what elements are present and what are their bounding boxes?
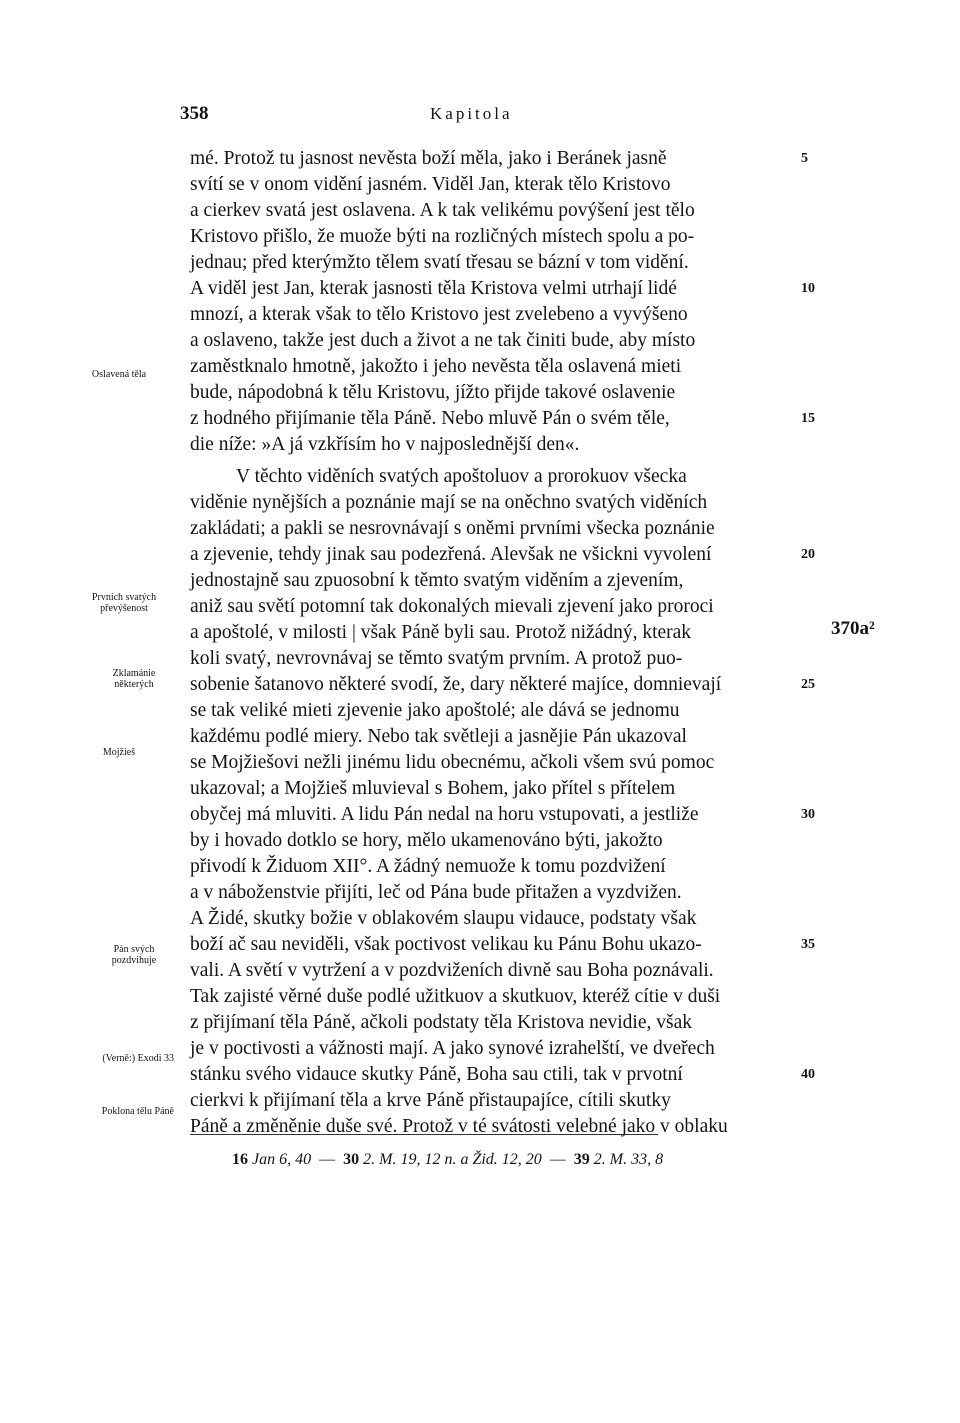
margin-note: Poklona tělu Páně [101, 1106, 174, 1117]
text-line: se tak veliké mieti zjevenie jako apoštolé; ale dává se jednomu [190, 700, 680, 721]
apparatus-line-ref: 16 [232, 1151, 248, 1168]
text-line: a zjevenie, tehdy jinak sau podezřená. Alevšak ne všickni vyvolení [190, 544, 712, 565]
line-number: 10 [801, 281, 815, 296]
text-line: V těchto viděních svatých apoštoluov a prorokuov všecka [236, 466, 687, 487]
apparatus-line-ref: 30 [343, 1151, 360, 1168]
apparatus-line-ref: 39 [573, 1151, 590, 1168]
margin-note: Prvních svatých převýšenost [91, 592, 157, 614]
running-head: Kapitola [430, 104, 513, 123]
apparatus-citation: 2. M. 33, 8 [593, 1151, 664, 1168]
line-number: 5 [801, 151, 808, 166]
text-line: obyčej má mluviti. A lidu Pán nedal na horu vstupovati, a jestliže [190, 804, 699, 825]
text-line: a apoštolé, v milosti | však Páně byli sau. Protož nižádný, kterak [190, 622, 692, 643]
line-number: 35 [801, 937, 815, 952]
text-line: aniž sau světí potomní tak dokonalých mievali zjevení jako proroci [190, 596, 714, 617]
page-number: 358 [180, 103, 209, 124]
margin-note: Zklamánie některých [112, 668, 156, 690]
text-line: z hodného přijímanie těla Páně. Nebo mluvě Pán o svém těle, [190, 408, 670, 429]
footnote-rule [190, 1134, 658, 1135]
text-line: mnozí, a kterak však to tělo Kristovo jest zvelebeno a vyvýšeno [190, 304, 688, 325]
text-line: Kristovo přišlo, že muože býti na rozličných místech spolu a po- [190, 226, 695, 247]
text-line: viděnie nynějších a poznánie mají se na oněchno svatých viděních [190, 492, 708, 513]
text-line: mé. Protož tu jasnost nevěsta boží měla, jako i Beránek jasně [190, 148, 667, 169]
text-line: je v poctivosti a vážnosti mají. A jako synové izrahelští, ve dveřech [190, 1038, 715, 1059]
apparatus-citation: Jan 6, 40 [252, 1151, 312, 1168]
text-line: jednau; před kterýmžto tělem svatí třesau se bázní v tom vidění. [190, 252, 689, 273]
text-line: ukazoval; a Mojžieš mluvieval s Bohem, jako přítel s přítelem [190, 778, 676, 799]
line-number: 20 [801, 547, 815, 562]
apparatus: 16 Jan 6, 40 — 30 2. M. 19, 12 n. a Žid. 12, 20 — 39 2. M. 33, 8 [232, 1151, 664, 1168]
text-line: A viděl jest Jan, kterak jasnosti těla Kristova velmi utrhají lidé [190, 278, 677, 299]
line-number: 15 [801, 411, 815, 426]
text-line: Tak zajisté věrné duše podlé užitkuov a skutkuov, kteréž cítie v duši [190, 986, 721, 1007]
line-number: 40 [801, 1067, 815, 1082]
text-line: koli svatý, nevrovnávaj se těmto svatým prvním. A protož puo- [190, 648, 683, 669]
text-line: by i hovado dotklo se hory, mělo ukamenováno býti, jakožto [190, 830, 663, 851]
text-line: se Mojžiešovi nežli jinému lidu obecnému, ačkoli všem svú pomoc [190, 752, 715, 773]
apparatus-citation: 2. M. 19, 12 n. a Žid. 12, 20 [363, 1151, 542, 1168]
text-line: boží ač sau neviděli, však poctivost velikau ku Pánu Bohu ukazo- [190, 934, 702, 955]
text-line: a oslaveno, takže jest duch a život a ne tak činiti bude, aby místo [190, 330, 696, 351]
text-line: cierkvi k přijímaní těla a krve Páně přistaupajíce, cítili skutky [190, 1090, 671, 1111]
text-line: sobenie šatanovo některé svodí, že, dary některé majíce, domnievají [190, 674, 722, 695]
margin-note: Oslavená těla [91, 369, 147, 380]
text-line: A Židé, skutky božie v oblakovém slaupu vidauce, podstaty však [190, 908, 697, 929]
text-line: bude, nápodobná k tělu Kristovu, jížto přijde takové oslavenie [190, 382, 676, 403]
text-line: a v náboženstvie přijíti, leč od Pána bude přitažen a vyzdvižen. [190, 882, 682, 903]
text-line: zaměstknalo hmotně, jakožto i jeho nevěsta těla oslavená mieti [190, 356, 682, 377]
text-line: jednostajně sau zpuosobní k těmto svatým viděním a zjevením, [190, 570, 684, 591]
text-line: přivodí k Židuom XII°. A žádný nemuože k tomu pozdvižení [190, 856, 666, 877]
text-line: svítí se v onom vidění jasném. Viděl Jan, kterak tělo Kristovo [190, 174, 671, 195]
folio-marker: 370a² [831, 618, 875, 639]
text-line: zakládati; a pakli se nesrovnávají s oněmi prvními všecka poznánie [190, 518, 715, 539]
text-line: a cierkev svatá jest oslavena. A k tak velikému povýšení jest tělo [190, 200, 695, 221]
text-line: Páně a změněnie duše své. Protož v té svátosti velebné jako v oblaku [190, 1116, 728, 1137]
margin-note: (Verně:) Exodi 33 [102, 1053, 174, 1064]
margin-note: Pán svých pozdvihuje [111, 944, 157, 966]
text-line: die níže: »A já vzkřísím ho v najposlednější den«. [190, 434, 580, 455]
line-number: 30 [801, 807, 815, 822]
margin-note: Mojžieš [102, 747, 136, 758]
text-line: vali. A světí v vytržení a v pozdviženích divně sau Boha poznávali. [190, 960, 714, 981]
text-line: každému podlé miery. Nebo tak světleji a jasnějie Pán ukazoval [190, 726, 687, 747]
text-line: stánku svého vidauce skutky Páně, Boha sau ctili, tak v prvotní [190, 1064, 683, 1085]
text-line: z přijímaní těla Páně, ačkoli podstaty těla Kristova nevidie, však [190, 1012, 692, 1033]
line-number: 25 [801, 677, 815, 692]
